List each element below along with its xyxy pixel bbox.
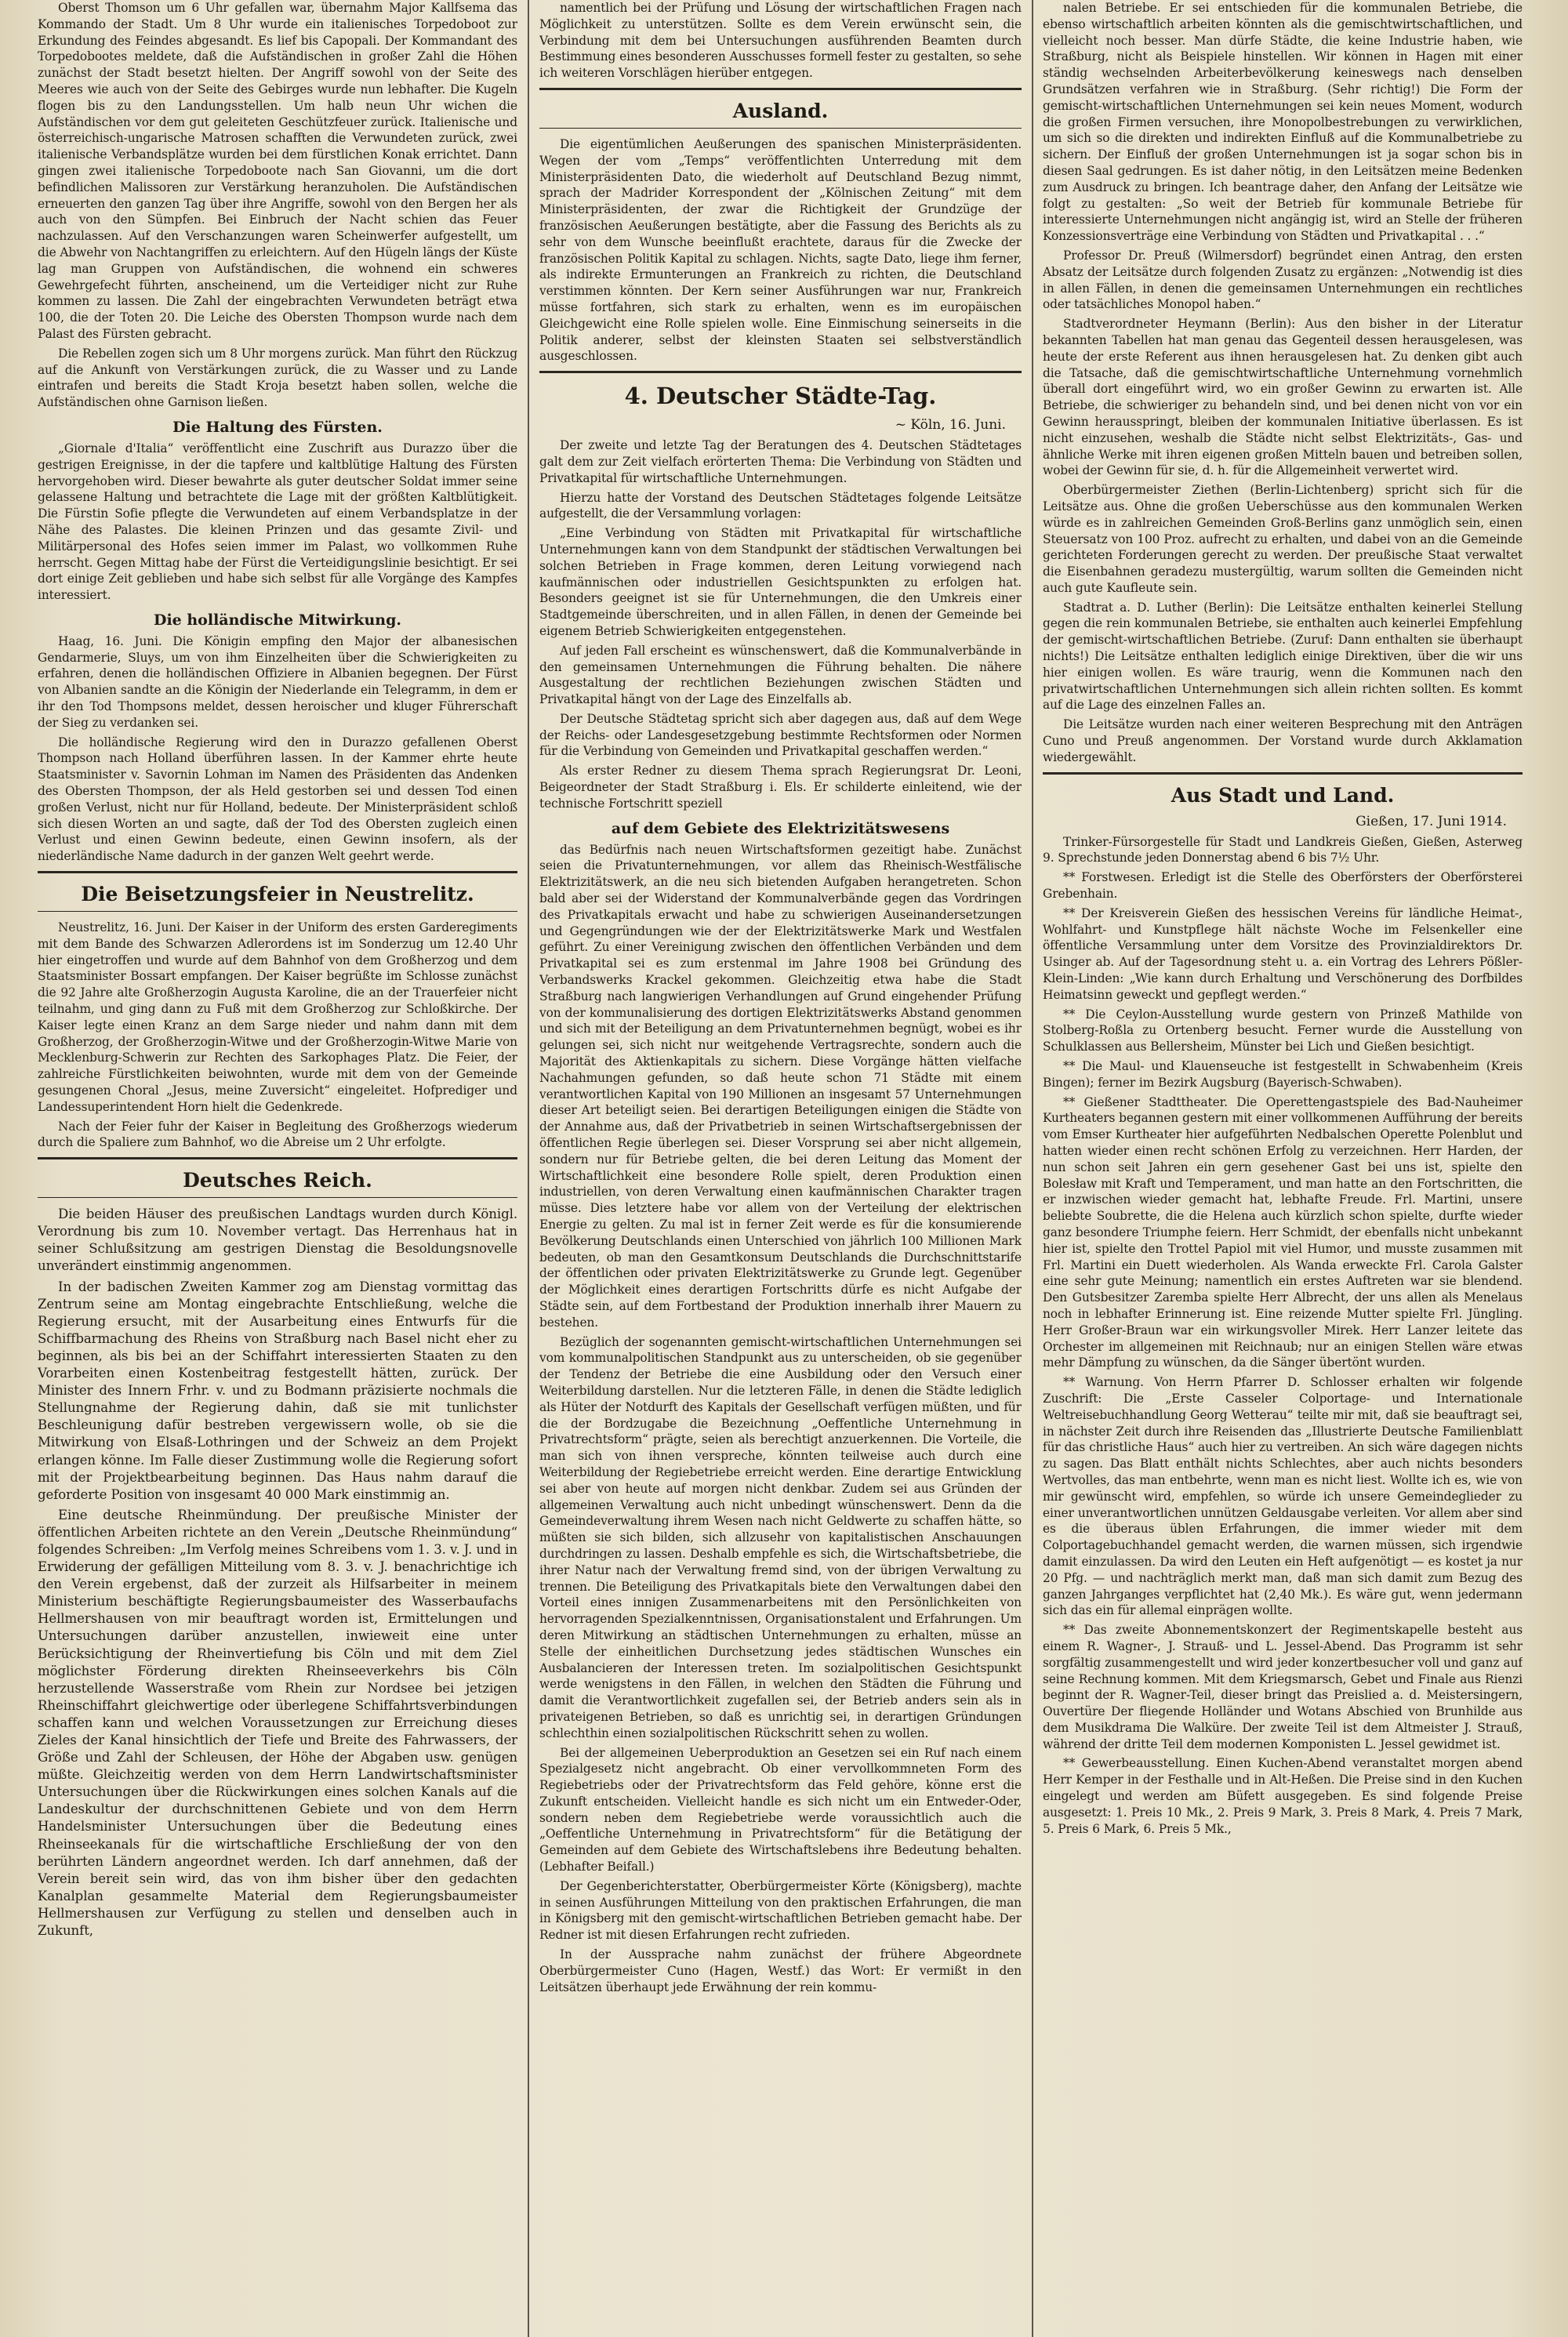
column-rule bbox=[1032, 0, 1033, 2337]
article-paragraph: ** Warnung. Von Herrn Pfarrer D. Schlosser erhalten wir folgende Zuschrift: Die „Erste Casseler Colportage- und Internationale Weltreisebuchhandlung Georg Wetterau“ teilte mir mit, daß sie beauftragt sei, in nächster Zeit durch ihre Reisenden das „Illustrierte Deutsche Familienblatt für das christliche Haus“ auch hier zu vertreiben. An sich wäre dagegen nichts zu sagen. Das Blatt enthält nichts Schlechtes, aber auch nichts besonders Wertvolles, das man entbehrte, wenn man es nicht liest. Wollte ich es, wie von mir gewünscht wird, empfehlen, so würde ich unsere Gemeindeglieder zu einer unverantwortlichen unnützen Geldausgabe verleiten. Vor allem aber sind es die überaus üblen Erfahrungen, die immer wieder mit dem Colportagebuchhandel gemacht werden, die warnen müssen, sich irgendwie damit einzulassen. Da wird den Leuten ein Heft aufgenötigt — es kostet ja nur 20 Pfg. — und nachträglich merkt man, daß man sich damit zum Bezug des ganzen Jahrganges verpflichtet hat (2,40 Mk.). Es wäre gut, wenn jedermann sich das ein für allemal einprägen wollte. bbox=[1043, 1375, 1523, 1618]
article-paragraph: Bei der allgemeinen Ueberproduktion an Gesetzen sei ein Ruf nach einem Spezialgesetz nicht angebracht. Ob einer vervollkommneten Form des Regiebetriebs oder der Privatrechtsform das Feld gehöre, könne erst die Zukunft entscheiden. Vielleicht handle es sich nicht um ein Entweder-Oder, sondern neben dem Regiebetriebe werde voraussichtlich auch die „Oeffentliche Unternehmung in Privatrechtsform“ für die Betätigung der Gemeinden auf dem Gebiete des Wirtschaftslebens ihre Bedeutung behalten. (Lebhafter Beifall.) bbox=[539, 1745, 1022, 1874]
article-paragraph: „Eine Verbindung von Städten mit Privatkapital für wirtschaftliche Unternehmungen kann von dem Standpunkt der städtischen Verwaltungen bei solchen Betrieben in Frage kommen, deren Leitung vorwiegend nach kaufmännischen oder industriellen Gesichtspunkten zu erfolgen hat. Besonders geeignet ist sie für Unternehmungen, die den Umkreis einer Stadtgemeinde überschreiten, und in allen Fällen, in denen der Gemeinde bei eigenem Betrieb Schwierigkeiten entgegenstehen. bbox=[539, 526, 1022, 638]
article-paragraph: Hierzu hatte der Vorstand des Deutschen Städtetages folgende Leitsätze aufgestellt, die der Versammlung vorlagen: bbox=[539, 490, 1022, 521]
article-paragraph: Die Leitsätze wurden nach einer weiteren Besprechung mit den Anträgen Cuno und Preuß angenommen. Der Vorstand wurde durch Akklamation wiedergewählt. bbox=[1043, 717, 1523, 764]
section-divider bbox=[38, 1197, 517, 1198]
article-paragraph: Der zweite und letzte Tag der Beratungen des 4. Deutschen Städtetages galt dem zur Zeit vielfach erörterten Thema: Die Verbindung von Städten und Privatkapital für wirtschaftliche Unternehmungen. bbox=[539, 438, 1022, 485]
article-paragraph: ** Der Kreisverein Gießen des hessischen Vereins für ländliche Heimat-, Wohlfahrt- und Kunstpflege hält nächste Woche im Felsenkeller eine öffentliche Versammlung unter dem Vorsitze des Provinzialdirektors Dr. Usinger ab. Auf der Tagesordnung steht u. a. ein Vortrag des Lehrers Pößler-Klein-Linden: „Wie kann durch Erhaltung und Verschönerung des Dorfbildes Heimatsinn geweckt und gepflegt werden.“ bbox=[1043, 905, 1523, 1002]
subheading: Die holländische Mitwirkung. bbox=[153, 611, 402, 629]
article-paragraph: ** Gießener Stadttheater. Die Operettengastspiele des Bad-Nauheimer Kurtheaters begannen gestern mit einer vollkommenen Aufführung der bereits vom Emser Kurtheater hier aufgeführten Nedbalschen Operette Polenblut und hatten wieder einen recht schönen Erfolg zu verzeichnen. Herr Harden, der nun schon seit Jahren ein gern gesehener Gast bei uns ist, spielte den Bolesław mit Kraft und Temperament, und man hatte an den Fortschritten, die er inzwischen wieder gemacht hat, lebhafte Freude. Frl. Martini, unsere beliebte Soubrette, die die Helena auch kürzlich schon spielte, durfte wieder ganz besondere Triumphe feiern. Herr Schmidt, der ebenfalls nicht unbekannt hier ist, spielte den Trottel Papiol mit viel Humor, und musste zusammen mit Frl. Martini ein Duett wiederholen. Als Wanda erweckte Frl. Carola Galster eine sehr gute Meinung; namentlich ein erstes Auftreten war sie blendend. Den Gutsbesitzer Zaremba spielte Herr Albrecht, der uns allen als Menelaus noch in lebhafter Erinnerung ist. Eine reizende Mutter spielte Frl. Jüngling. Herr Großer-Braun war ein wirkungsvoller Mirek. Herr Lanzer leitete das Orchester im allgemeinen mit Reichnaub; nur an einigen Stellen wäre etwas mehr Dämpfung zu wünschen, da die Sänger übertönt wurden. bbox=[1043, 1094, 1523, 1370]
article-paragraph: namentlich bei der Prüfung und Lösung der wirtschaftlichen Fragen nach Möglichkeit zu unterstützen. Sollte es dem Verein erwünscht sein, die Verbindung mit dem bei Untersuchungen ausführenden Beamten durch Bestimmung eines besonderen Ausschusses formell fester zu gestalten, so sehe ich weiteren Vorschlägen hierüber entgegen. bbox=[539, 1, 1022, 81]
article-paragraph: Oberbürgermeister Ziethen (Berlin-Lichtenberg) spricht sich für die Leitsätze aus. Ohne die großen Ueberschüsse aus den kommunalen Werken würde es in zahlreichen Gemeinden Groß-Berlins ganz unmöglich sein, einen Steuersatz von 100 Proz. aufrecht zu erhalten, und dabei von an die Gemeinde gerichteten Forderungen gerecht zu werden. Der preußische Staat verwaltet die Eisenbahnen geradezu mustergültig, warum sollten die Gemeinden nicht auch gute Kaufleute sein. bbox=[1043, 483, 1523, 595]
article-paragraph: Der Gegenberichterstatter, Oberbürgermeister Körte (Königsberg), machte in seinen Ausführungen Mitteilung von den praktischen Erfahrungen, die man in Königsberg mit den gemischt-wirtschaftlichen Betrieben gemacht habe. Der Redner ist mit diesen Erfahrungen recht zufrieden. bbox=[539, 1878, 1022, 1943]
section-heading: Die Beisetzungsfeier in Neustrelitz. bbox=[81, 883, 474, 906]
section-heading: Ausland. bbox=[732, 99, 829, 122]
article-paragraph: In der badischen Zweiten Kammer zog am Dienstag vormittag das Zentrum seine am Montag eingebrachte Entschließung, welche die Regierung ersucht, mit der Ausarbeitung eines Entwurfs für die Schiffbarmachung des Rheins von Straßburg nach Basel nicht eher zu beginnen, als bis bei an der Schiffahrt interessierten Staaten zu den Vorarbeiten einen Kostenbeitrag festgestellt hätten, zurück. Der Minister des Innern Frhr. v. und zu Bodmann präzisierte nochmals die Stellungnahme der Regierung dahin, daß sie mit tunlichster Beschleunigung dafür bestreben vergewissern wolle, ob sie die Mitwirkung von Elsaß-Lothringen und der Schweiz an dem Projekt erlangen könne. Im Falle dieser Zustimmung wolle die Regierung sofort mit der Projektbearbeitung beginnen. Das Haus nahm darauf die geforderte Position von insgesamt 40 000 Mark einstimmig an. bbox=[38, 1279, 517, 1502]
section-divider bbox=[1043, 772, 1523, 775]
article-paragraph: Die beiden Häuser des preußischen Landtags wurden durch Königl. Verordnung bis zum 10. November vertagt. Das Herrenhaus hat in seiner Schlußsitzung am gestrigen Dienstag die Besoldungsnovelle unverändert einstimmig angenommen. bbox=[38, 1207, 517, 1274]
article-paragraph: das Bedürfnis nach neuen Wirtschaftsformen gezeitigt habe. Zunächst seien die Privatunternehmungen, vor allem das Rheinisch-Westfälische Elektrizitätswerk, an die neu sich bietenden Aufgaben herangetreten. Schon bald aber sei der Widerstand der Kommunalverbände gegen das Vordringen des Privatkapitals erwacht und habe zu schwierigen Auseinandersetzungen und Gegengründungen wie der der Elektrizitätswerke Mark und Westfalen geführt. Zu einer Vereinigung zwischen den öffentlichen Verbänden und dem Privatkapital sei es zum erstenmal im Jahre 1908 bei Gründung des Verbandswerks Krackel gekommen. Gleichzeitig etwa habe die Stadt Straßburg nach langwierigen Verhandlungen auf Grund eingehender Prüfung von der kommunalisierung des dortigen Elektrizitätswerks Abstand genommen und sich mit der Beteiligung an dem Privatunternehmen begnügt, wobei es ihr gelungen sei, sich nicht nur weitgehende Vertragsrechte, sondern auch die Majorität des Aktienkapitals zu sichern. Diese Vorgänge hätten vielfache Nachahmungen gefunden, so daß heute schon 71 Städte mit einem verantwortlichen Kapital von 190 Millionen an insgesamt 57 Unternehmungen dieser Art beteiligt seien. Bei derartigen Beteiligungen einigen die Städte von der Annahme aus, daß der Privatbetrieb in seinen Wirtschaftsergebnissen der öffentlichen Regie überlegen sei. Dieser Vorsprung sei aber nicht allgemein, sondern nur für Betriebe gelten, die bei deren Leitung das Moment der Wirtschaftlichkeit eine besondere Rolle spielt, deren Produktion einen industriellen, von deren Verwaltung einen kaufmännischen Charakter tragen müsse. Dies letztere habe vor allem von der Verteilung der elektrischen Energie zu gelten. Zu mal ist in ferner Zeit werde es für die konsumierende Bevölkerung Deutschlands einen Unterschied von jährlich 100 Millionen Mark bedeuten, ob man den Gesamtkonsum Deutschlands die Durchschnittstarife der öffentlichen oder privaten Elektrizitätswerke zu Grunde legt. Gegenüber der Möglichkeit eines derartigen Fortschritts dürfe es nicht Aufgabe der Städte sein, auf dem Fortbestand der Produktion innerhalb ihrer Mauern zu bestehen. bbox=[539, 842, 1022, 1330]
section-heading: Deutsches Reich. bbox=[183, 1169, 372, 1192]
column-3 bbox=[1043, 0, 1523, 2337]
article-paragraph: Die holländische Regierung wird den in Durazzo gefallenen Oberst Thompson nach Holland überführen lassen. In der Kammer ehrte heute Staatsminister v. Savornin Lohman im Namen des Präsidenten das Andenken des Obersten Thompson, der als Held gestorben sei und dessen Tod einen großen Verlust, nicht nur für Holland, bedeute. Der Ministerpräsident schloß sich diesen Worten an und sagte, daß der Tod des Obersten zugleich einen Verlust und einen Gewinn bedeute, einen Gewinn insofern, als der niederländische Name dadurch in der ganzen Welt geehrt werde. bbox=[38, 735, 517, 864]
article-paragraph: Haag, 16. Juni. Die Königin empfing den Major der albanesischen Gendarmerie, Sluys, um von ihm Einzelheiten über die Schwierigkeiten zu erfahren, denen die holländischen Offiziere in Albanien begegnen. Der Fürst von Albanien sandte an die Königin der Niederlande ein Telegramm, in dem er ihr den Tod Thompsons meldet, dessen heroischer und kluger Führerschaft der Sieg zu verdanken sei. bbox=[38, 633, 517, 730]
section-divider bbox=[539, 128, 1022, 129]
article-paragraph: ** Die Maul- und Klauenseuche ist festgestellt in Schwabenheim (Kreis Bingen); ferner im Bezirk Augsburg (Bayerisch-Schwaben). bbox=[1043, 1059, 1523, 1090]
column-1 bbox=[38, 0, 517, 2337]
article-paragraph: Als erster Redner zu diesem Thema sprach Regierungsrat Dr. Leoni, Beigeordneter der Stadt Straßburg i. Els. Er schilderte einleitend, wie der technische Fortschritt speziell bbox=[539, 764, 1022, 811]
article-paragraph: Die eigentümlichen Aeußerungen des spanischen Ministerpräsidenten. Wegen der vom „Temps“ veröffentlichten Unterredung mit dem Ministerpräsidenten Dato, die wiederholt auf Deutschland Bezug nimmt, sprach der Madrider Korrespondent der „Kölnischen Zeitung“ mit dem Ministerpräsidenten, der zwar die Richtigkeit der Grundzüge der französischen Aeußerungen bestätigte, aber die Fassung des Berichts als zu sehr von dem Wunsche beeinflußt erachtete, daraus für die Zwecke der französischen Politik Kapital zu schlagen. Nichts, sagte Dato, liege ihm ferner, als indirekte Ermunterungen an Frankreich zu richten, die Deutschland verstimmen könnten. Der Kern seiner Ausführungen war nur, Frankreich müsse fortfahren, sich stark zu erhalten, wenn es im europäischen Gleichgewicht eine Rolle spielen wolle. Eine Einmischung seinerseits in die Politik anderer, selbst der kleinsten Staaten sei selbstverständlich ausgeschlossen. bbox=[539, 136, 1022, 364]
column-2 bbox=[539, 0, 1022, 2337]
section-heading: 4. Deutscher Städte-Tag. bbox=[624, 383, 937, 410]
article-paragraph: ** Forstwesen. Erledigt ist die Stelle des Oberförsters der Oberförsterei Grebenhain. bbox=[1043, 870, 1523, 902]
article-paragraph: Stadtrat a. D. Luther (Berlin): Die Leitsätze enthalten keinerlei Stellung gegen die rein kommunalen Betriebe, sie enthalten auch keinerlei Empfehlung der gemischt-wirtschaftlichen Betriebe. (Zuruf: Dann enthalten sie überhaupt nichts!) Die Leitsätze enthalten lediglich einige Direktiven, über die wir uns hier einigen wollen. Es wäre traurig, wenn die Kommunen nach den privatwirtschaftlichen Unternehmungen sich allein richten sollten. Es kommt auf die Lage des einzelnen Falles an. bbox=[1043, 600, 1523, 713]
section-divider bbox=[38, 1157, 517, 1159]
dateline: Gießen, 17. Juni 1914. bbox=[1356, 813, 1507, 829]
subheading: Die Haltung des Fürsten. bbox=[172, 418, 383, 436]
article-paragraph: Stadtverordneter Heymann (Berlin): Aus den bisher in der Literatur bekannten Tabellen hat man genau das Gegenteil dessen herausgelesen, was heute der erste Referent aus ihnen herausgelesen hat. Zu denken gibt auch die Tatsache, daß die gemischtwirtschaftliche Unternehmung vornehmlich überall dort eingeführt wird, wo ein großer Gewinn zu erwarten ist. Alle Betriebe, die schwieriger zu behandeln sind, und bei denen nicht von vor ein Gewinn herausspringt, bleiben der kommunalen Initiative überlassen. Es ist nicht einzusehen, weshalb die Städte nicht selbst Elektrizitäts-, Gas- und ähnliche Werke mit ihren eigenen großen Mitteln bauen und betreiben sollen, wobei der Gewinn für sie, d. h. für die Allgemeinheit verwertet wird. bbox=[1043, 317, 1523, 478]
article-paragraph: Nach der Feier fuhr der Kaiser in Begleitung des Großherzogs wiederum durch die Spaliere zum Bahnhof, wo die Abreise um 2 Uhr erfolgte. bbox=[38, 1119, 517, 1150]
article-paragraph: Eine deutsche Rheinmündung. Der preußische Minister der öffentlichen Arbeiten richtete an den Verein „Deutsche Rheinmündung“ folgendes Schreiben: „Im Verfolg meines Schreibens vom 1. 3. v. J. und in Erwiderung der gefälligen Mitteilung vom 8. 3. v. J. benachrichtige ich den Verein ergebenst, daß der zurzeit als Hilfsarbeiter in meinem Ministerium beschäftigte Regierungsbaumeister des Wasserbaufachs Hellmershausen von mir beauftragt worden ist, Ermittelungen und Untersuchungen darüber anzustellen, inwieweit eine unter Berücksichtigung der Rheinvertiefung bis Cöln und mit dem Ziel möglichster Förderung direkten Rheinseeverkehrs bis Cöln herzustellende Wasserstraße vom Rhein zur Nordsee bei jetzigen Rheinschiffahrt gleichwertige oder überlegene Schiffahrtsverbindungen schaffen kann und welchen Voraussetzungen zur Erreichung dieses Zieles der Kanal hinsichtlich der Tiefe und Breite des Fahrwassers, der Größe und Zahl der Schleusen, der Höhe der Abgaben usw. genügen müßte. Gleichzeitig werden von dem Herrn Landwirtschaftsminister Untersuchungen über die Rückwirkungen eines solchen Kanals auf die Landeskultur der durchschnittenen Gebiete und von dem Herrn Handelsminister Untersuchungen über die Bedeutung eines Rheinseekanals für die wirtschaftliche Erschließung der von den berührten Ländern angeordnet werden. Ich darf annehmen, daß der Verein bereit sein wird, das von ihm bisher über den gedachten Kanalplan gesammelte Material dem Regierungsbaumeister Hellmershausen zur Verfügung zu stellen und denselben auch in Zukunft, bbox=[38, 1507, 517, 1939]
article-paragraph: ** Die Ceylon-Ausstellung wurde gestern von Prinzeß Mathilde von Stolberg-Roßla zu Ortenberg besucht. Ferner wurde die Ausstellung von Schulklassen aus Bellersheim, Münster bei Lich und Gießen besichtigt. bbox=[1043, 1007, 1523, 1054]
section-divider bbox=[38, 911, 517, 912]
section-divider bbox=[38, 871, 517, 873]
section-divider bbox=[539, 88, 1022, 90]
section-heading: Aus Stadt und Land. bbox=[1171, 783, 1395, 807]
column-rule bbox=[528, 0, 529, 2337]
article-paragraph: Trinker-Fürsorgestelle für Stadt und Landkreis Gießen, Gießen, Asterweg 9. Sprechstunde jeden Donnerstag abend 6 bis 7½ Uhr. bbox=[1043, 834, 1523, 865]
section-divider bbox=[539, 371, 1022, 373]
subheading: auf dem Gebiete des Elektrizitätswesens bbox=[611, 819, 950, 837]
article-paragraph: In der Aussprache nahm zunächst der frühere Abgeordnete Oberbürgermeister Cuno (Hagen, Westf.) das Wort: Er vermißt in den Leitsätzen überhaupt jede Erwähnung der rein kommu- bbox=[539, 1947, 1022, 1994]
article-paragraph: Professor Dr. Preuß (Wilmersdorf) begründet einen Antrag, den ersten Absatz der Leitsätze durch folgenden Zusatz zu ergänzen: „Notwendig ist dies in allen Fällen, in denen die gemeinsamen Unternehmungen ein rechtliches oder tatsächliches Monopol haben.“ bbox=[1043, 248, 1523, 312]
article-paragraph: Oberst Thomson um 6 Uhr gefallen war, übernahm Major Kallfsema das Kommando der Stadt. Um 8 Uhr wurde ein italienisches Torpedoboot zur Erkundung des Feindes abgesandt. Es lief bis Capopali. Der Kommandant des Torpedobootes meldete, daß die Aufständischen in großer Zahl die Höhen zunächst der Stadt besetzt hielten. Der Angriff sowohl von der Seite des Meeres wie auch von der Seite des Gebirges wurde nun lebhafter. Die Kugeln flogen bis zu den Landungsstellen. Um halb neun Uhr wichen die Aufständischen vor dem gut geleiteten Geschützfeuer zurück. Italienische und österreichisch-ungarische Matrosen schafften die Verwundeten zurück, zwei italienische Verbandsplätze wurden bei dem fürstlichen Konak errichtet. Dann gingen zwei italienische Torpedoboote nach San Giovanni, um die dort befindlichen Malissoren zur Verstärkung heranzuholen. Die Aufständischen erneuerten den ganzen Tag über ihre Angriffe, sowohl von den Bergen her als auch von den Sümpfen. Bei Einbruch der Nacht schien das Feuer nachzulassen. Auf den Verschanzungen waren Scheinwerfer aufgestellt, um die Abwehr von Nachtangriffen zu erleichtern. Auf den Hügeln längs der Küste lag man Gruppen von Aufständischen, die wohnend ein schweres Gewehrgefecht führten, anscheinend, um die Verteidiger nicht zur Ruhe kommen zu lassen. Die Zahl der eingebrachten Verwundeten beträgt etwa 100, die der Toten 20. Die Leiche des Obersten Thompson wurde nach dem Palast des Fürsten gebracht. bbox=[38, 1, 517, 341]
article-paragraph: nalen Betriebe. Er sei entschieden für die kommunalen Betriebe, die ebenso wirtschaftlich arbeiten könnten als die gemischtwirtschaftlichen, und vielleicht noch besser. Man dürfe Städte, die keine Industrie haben, wie Straßburg, nicht als Beispiele hinstellen. Wir können in Hagen mit einer ständig wechselnden Arbeiterbevölkerung keineswegs nach denselben Grundsätzen verfahren wie in Straßburg. (Sehr richtig!) Die Form der gemischt-wirtschaftlichen Unternehmungen sei kein neues Moment, wodurch die großen Firmen versuchen, ihre Monopolbestrebungen zu verwirklichen, um sich so die direkten und indirekten Einfluß auf die Kommunalbetriebe zu sichern. Der Einfluß der großen Unternehmungen ist ja sogar schon bis in diesen Saal gedrungen. Es ist daher nötig, in den Leitsätzen meine Bedenken zum Ausdruck zu bringen. Ich beantrage daher, den Anfang der Leitsätze wie folgt zu gestalten: „So weit der Betrieb für kommunale Betriebe für interessierte Unternehmungen nicht angängig ist, wird an Stelle der früheren Konzessionsverträge eine Verbindung von Städten und Privatkapital . . .“ bbox=[1043, 1, 1523, 244]
article-paragraph: Der Deutsche Städtetag spricht sich aber dagegen aus, daß auf dem Wege der Reichs- oder Landesgesetzgebung bestimmte Rechtsformen oder Normen für die Verbindung von Gemeinden und Privatkapital geschaffen werden.“ bbox=[539, 711, 1022, 759]
article-paragraph: ** Gewerbeausstellung. Einen Kuchen-Abend veranstaltet morgen abend Herr Kemper in der Festhalle und in Alt-Heßen. Die Preise sind in den Kuchen eingelegt und werden am Büfett ausgegeben. Es sind folgende Preise ausgesetzt: 1. Preis 10 Mk., 2. Preis 9 Mark, 3. Preis 8 Mark, 4. Preis 7 Mark, 5. Preis 6 Mark, 6. Preis 5 Mk., bbox=[1043, 1756, 1523, 1836]
article-paragraph: Bezüglich der sogenannten gemischt-wirtschaftlichen Unternehmungen sei vom kommunalpolitischen Standpunkt aus zu unterscheiden, ob sie gegenüber der Tendenz der Betriebe die eine Ausbildung oder den Versuch einer Weiterbildung darstellen. Nur die letzteren Fälle, in denen die Städte lediglich als Hüter der Notdurft des Kapitals der Gesellschaft verfügen müßten, und für die der Bordzugabe die Bezeichnung „Oeffentliche Unternehmung in Privatrechtsform“ prägte, seien als berechtigt anzuerkennen. Die Vorteile, die man sich von ihnen verspreche, könnten teilweise auch durch eine Weiterbildung der Regiebetriebe erreicht werden. Eine derartige Entwicklung sei aber von heute auf morgen nicht denkbar. Zudem sei aus Gründen der allgemeinen Verwaltung auch nicht unbedingt wünschenswert. Denn da die Gemeindeverwaltung ihrem Wesen nach nicht Geldwerte zu schaffen hätte, so müßten sie sich bilden, sich allzusehr von kapitalistischen Anschauungen durchdringen zu lassen. Deshalb empfehle es sich, die Wirtschaftsbetriebe, die ihrer Natur nach der Verwaltung fremd sind, von der übrigen Verwaltung zu trennen. Die Beteiligung des Privatkapitals biete den Verwaltungen dabei den Vorteil eines innigen Zusammenarbeitens mit den Persönlichkeiten von hervorragenden Spezialkenntnissen, Organisationstalent und Erfahrungen. Um deren Mitwirkung an städtischen Unternehmungen zu erhalten, müsse an Stelle der einheitlichen Durchsetzung jedes städtischen Wunsches ein Ausbalancieren der Interessen treten. Im sozialpolitischen Gesichtspunkt werde wenigstens in den Fällen, in welchen den Städten die Führung und damit die Verantwortlichkeit zugefallen sei, der Betrieb anders sein als in privateigenen Betrieben, so daß es unrichtig sei, in derartigen Gründungen schlechthin einen sozialpolitischen Rückschritt sehen zu wollen. bbox=[539, 1334, 1022, 1740]
dateline: ~ Köln, 16. Juni. bbox=[895, 417, 1006, 434]
article-paragraph: ** Das zweite Abonnementskonzert der Regimentskapelle besteht aus einem R. Wagner-, J. Strauß- und L. Jessel-Abend. Das Programm ist sehr sorgfältig zusammengestellt und wird jeder konzertbesucher voll und ganz auf seine Rechnung kommen. Mit dem Kriegsmarsch, Gebet und Finale aus Rienzi beginnt der R. Wagner-Teil, dieser bringt das Preislied a. d. Meistersingern, Ouvertüre Der fliegende Holländer und Wotans Abschied von Brunhilde aus dem Musikdrama Die Walküre. Der zweite Teil ist dem Altmeister J. Strauß, während der dritte Teil dem modernen Komponisten L. Jessel gewidmet ist. bbox=[1043, 1623, 1523, 1751]
article-paragraph: Auf jeden Fall erscheint es wünschenswert, daß die Kommunalverbände in den gemeinsamen Unternehmungen die Führung behalten. Die nähere Ausgestaltung der rechtlichen Beziehungen zwischen Städten und Privatkapital hängt von der Lage des Einzelfalls ab. bbox=[539, 643, 1022, 707]
article-paragraph: Neustrelitz, 16. Juni. Der Kaiser in der Uniform des ersten Garderegiments mit dem Bande des Schwarzen Adlerordens ist im Sonderzug um 12.40 Uhr hier eingetroffen und wurde auf dem Bahnhof von dem Großherzog und dem Staatsminister Bossart empfangen. Der Kaiser begrüßte im Schlosse zunächst die 92 Jahre alte Großherzogin Augusta Karoline, die an der Trauerfeier nicht teilnahm, und ging dann zu Fuß mit dem Großherzog zur Schloßkirche. Der Kaiser legte einen Kranz an dem Sarge nieder und nahm dann mit dem Großherzog, der Großherzogin-Witwe und der Großherzogin-Witwe Marie von Mecklenburg-Schwerin zur Rechten des Sarkophages Platz. Die Feier, der zahlreiche Fürstlichkeiten beiwohnten, wurde mit dem von der Gemeinde gesungenen Choral „Jesus, meine Zuversicht“ eingeleitet. Hofprediger und Landessuperintendent Horn hielt die Gedenkrede. bbox=[38, 920, 517, 1114]
article-paragraph: Die Rebellen zogen sich um 8 Uhr morgens zurück. Man führt den Rückzug auf die Ankunft von Verstärkungen zurück, die zu Wasser und zu Lande eintrafen und bereits die Stadt Kroja besetzt haben sollen, welche die Aufständischen ohne Garnison ließen. bbox=[38, 346, 517, 410]
article-paragraph: „Giornale d'Italia“ veröffentlicht eine Zuschrift aus Durazzo über die gestrigen Ereignisse, in der die tapfere und kaltblütige Haltung des Fürsten hervorgehoben wird. Dieser bewahrte als guter deutscher Soldat immer seine gelassene Haltung und betrachtete die Lage mit der größten Kaltblütigkeit. Die Fürstin Sofie pflegte die Verwundeten auf einem Verbandsplatze in der Nähe des Palastes. Die kleinen Prinzen und das gesamte Zivil- und Militärpersonal des Hofes seien immer im Palast, wo vollkommen Ruhe herrscht. Gegen Mittag habe der Fürst die Verteidigungslinie besichtigt. Er sei dort einige Zeit geblieben und habe sich selbst für alle Vorgänge des Kampfes interessiert. bbox=[38, 441, 517, 603]
